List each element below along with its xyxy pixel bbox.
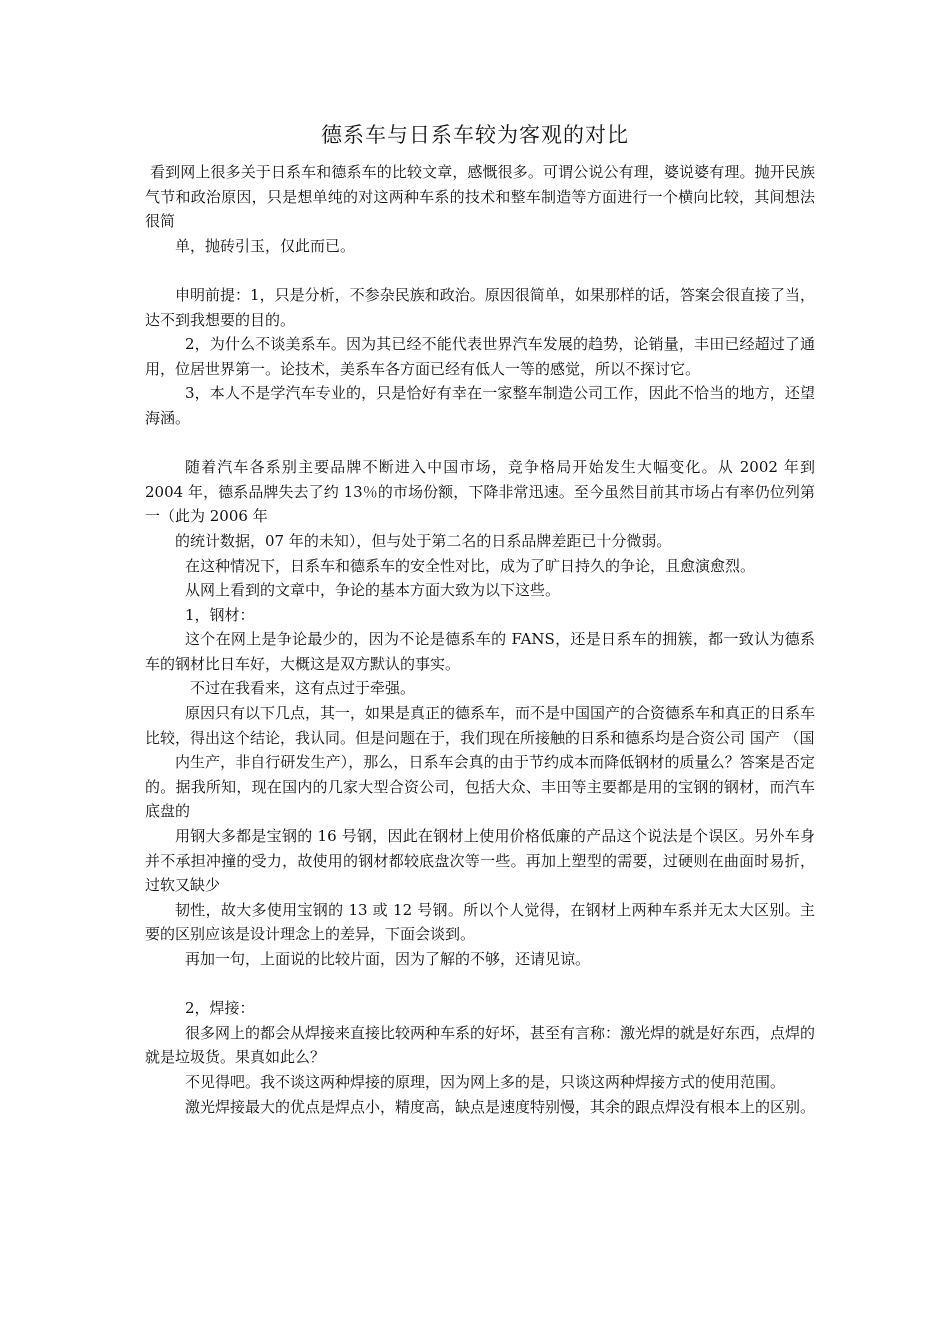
- blank-line: [145, 972, 815, 997]
- blank-line: [145, 431, 815, 456]
- paragraph: 激光焊接最大的优点是焊点小，精度高，缺点是速度特别慢，其余的跟点焊没有根本上的区别。: [185, 1097, 816, 1116]
- paragraph: 不过在我看来，这有点过于牵强。: [190, 679, 416, 698]
- paragraph: 在这种情况下，日系车和德系车的安全性对比，成为了旷日持久的争论，且愈演愈烈。: [185, 556, 756, 575]
- paragraph: 再加一句，上面说的比较片面，因为了解的不够，还请见谅。: [185, 950, 591, 968]
- paragraph: 看到网上很多关于日系车和德系车的比较文章，感慨很多。可谓公说公有理，婆说婆有理。抛开民族气节和政治原因，只是想单纯的对这两种车系的技术和整车制造等方面进行一个横向比较，其间想法很简: [145, 163, 815, 231]
- paragraph: 很多网上的都会从焊接来直接比较两种车系的好坏，甚至有言称：激光焊的就是好东西，点焊的就是垃圾货。果真如此么？: [145, 1023, 816, 1067]
- paragraph: 3，本人不是学汽车专业的，只是恰好有幸在一家整车制造公司工作，因此不恰当的地方，还望海涵。: [145, 384, 815, 427]
- paragraph: 从网上看到的文章中，争论的基本方面大致为以下这些。: [185, 581, 561, 600]
- document-body: [145, 160, 815, 1119]
- paragraph: 单，抛砖引玉，仅此而已。: [175, 236, 356, 255]
- paragraph: 原因只有以下几点，其一，如果是真正的德系车，而不是中国国产的合资德系车和真正的日系车比较，得出这个结论，我认同。但是问题在于，我们现在所接触的日系和德系均是合资公司 国产 （国: [145, 704, 816, 747]
- paragraph: 内生产，非自行研发生产），那么，日系车会真的由于节约成本而降低钢材的质量么？答案是否定的。据我所知，现在国内的几家大型合资公司，包括大众、丰田等主要都是用的宝钢的钢材，而汽车底盘的: [145, 753, 815, 821]
- paragraph: 申明前提：1，只是分析，不参杂民族和政治。原因很简单，如果那样的话，答案会很直接了当，达不到我想要的目的。: [145, 285, 815, 329]
- paragraph: 这个在网上是争论最少的，因为不论是德系车的 FANS，还是日系车的拥簇，都一致认为德系车的钢材比日车好，大概这是双方默认的事实。: [145, 630, 815, 673]
- paragraph: 2，为什么不谈美系车。因为其已经不能代表世界汽车发展的趋势，论销量，丰田已经超过了通用，位居世界第一。论技术，美系车各方面已经有低人一等的感觉，所以不探讨它。: [145, 335, 815, 378]
- paragraph: 韧性，故大多使用宝钢的 13 或 12 号钢。所以个人觉得，在钢材上两种车系并无太大区别。主要的区别应该是设计理念上的差异，下面会谈到。: [145, 900, 815, 944]
- paragraph: 用钢大多都是宝钢的 16 号钢，因此在钢材上使用价格低廉的产品这个说法是个误区。另外车身并不承担冲撞的受力，故使用的钢材都较底盘次等一些。再加上塑型的需要，过硬则在曲面时易折，过软又缺少: [145, 827, 815, 895]
- paragraph: 不见得吧。我不谈这两种焊接的原理，因为网上多的是，只谈这两种焊接方式的使用范围。: [185, 1072, 786, 1091]
- paragraph: 的统计数据，07 年的未知），但与处于第二名的日系品牌差距已十分微弱。: [175, 531, 672, 550]
- paragraph: 随着汽车各系别主要品牌不断进入中国市场，竞争格局开始发生大幅变化。从 2002 年到 2004 年，德系品牌失去了约 13％的市场份额，下降非常迅速。至今虽然目前其市场占有率仍位列第一（此为 2006 年: [145, 458, 815, 526]
- section-heading: 1，钢材：: [185, 605, 255, 624]
- blank-line: [145, 258, 815, 283]
- section-heading: 2，焊接：: [185, 999, 255, 1018]
- document-title: 德系车与日系车较为客观的对比: [321, 123, 629, 147]
